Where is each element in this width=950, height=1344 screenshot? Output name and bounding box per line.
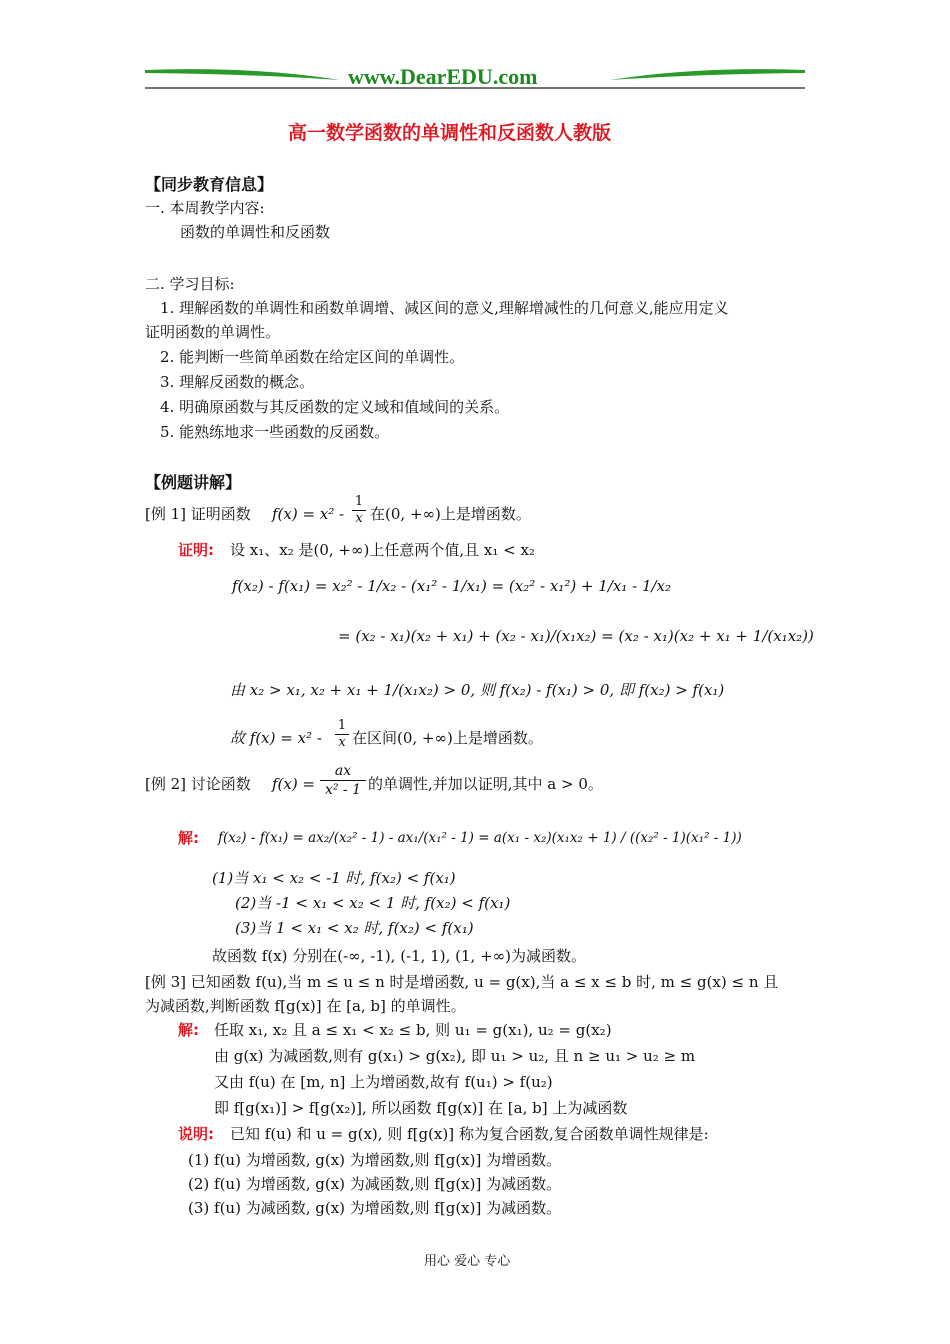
goal-2: 2. 能判断一些简单函数在给定区间的单调性。: [160, 348, 465, 366]
goal-1: 1. 理解函数的单调性和函数单调增、减区间的意义,理解增减性的几何意义,能应用定义: [160, 299, 729, 317]
ex1-frac-den: x: [352, 510, 366, 527]
ex1-func: f(x) = x² -: [272, 505, 345, 523]
ex3-rule2: (2) f(u) 为增函数, g(x) 为减函数,则 f[g(x)] 为减函数。: [188, 1175, 562, 1193]
section-heading-sync: 【同步教育信息】: [145, 175, 274, 194]
content-item1-label: 一. 本周教学内容:: [145, 199, 265, 217]
ex3-line2: 为减函数,判断函数 f[g(x)] 在 [a, b] 的单调性。: [145, 997, 466, 1015]
ex1-line1: f(x₂) - f(x₁) = x₂² - 1/x₂ - (x₁² - 1/x₁) = (x₂² - x₁²) + 1/x₁ - 1/x₂: [232, 577, 672, 595]
ex3-solution-label: 解:: [178, 1021, 199, 1039]
ex3-step1: 任取 x₁, x₂ 且 a ≤ x₁ < x₂ ≤ b, 则 u₁ = g(x₁), u₂ = g(x₂): [214, 1021, 612, 1039]
ex3-line1: [例 3] 已知函数 f(u),当 m ≤ u ≤ n 时是增函数, u = g(x),当 a ≤ x ≤ b 时, m ≤ g(x) ≤ n 且: [145, 973, 779, 991]
page-footer: 用心 爱心 专心: [424, 1254, 511, 1269]
ex1-frac-num: 1: [354, 494, 364, 509]
ex1-line4-b: 在区间(0, +∞)上是增函数。: [352, 729, 543, 747]
ex1-proof-label: 证明:: [178, 541, 214, 559]
content-item2-label: 二. 学习目标:: [145, 275, 235, 293]
ex2-solution-line: f(x₂) - f(x₁) = ax₂/(x₂² - 1) - ax₁/(x₁² - 1) = a(x₁ - x₂)(x₁x₂ + 1) / ((x₂² - 1)(x₁² - 1)): [218, 830, 742, 846]
goal-5: 5. 能熟练地求一些函数的反函数。: [160, 423, 390, 441]
ex3-note-label: 说明:: [178, 1125, 214, 1143]
ex3-rule3: (3) f(u) 为减函数, g(x) 为增函数,则 f[g(x)] 为减函数。: [188, 1199, 562, 1217]
ex2-func: f(x) =: [272, 775, 316, 793]
ex2-case2: (2)当 -1 < x₁ < x₂ < 1 时, f(x₂) < f(x₁): [235, 894, 511, 912]
content-item1-text: 函数的单调性和反函数: [180, 223, 331, 241]
ex2-fraction: [320, 762, 366, 799]
ex2-solution-label: 解:: [178, 829, 199, 847]
ex2-conclusion: 故函数 f(x) 分别在(-∞, -1), (-1, 1), (1, +∞)为减函数。: [212, 947, 586, 965]
ex1-line4-frac-num: 1: [337, 718, 347, 733]
ex1-fraction: [352, 494, 366, 527]
section-heading-examples: 【例题讲解】: [145, 473, 242, 492]
ex1-label: [例 1] 证明函数: [145, 505, 251, 523]
ex2-case1: (1)当 x₁ < x₂ < -1 时, f(x₂) < f(x₁): [212, 869, 456, 887]
ex1-proof-intro: 设 x₁、x₂ 是(0, +∞)上任意两个值,且 x₁ < x₂: [230, 541, 535, 559]
brand-logo-text: www.DearEDU.com: [348, 64, 538, 89]
ex3-step3: 又由 f(u) 在 [m, n] 上为增函数,故有 f(u₁) > f(u₂): [214, 1073, 553, 1091]
goal-1-cont: 证明函数的单调性。: [145, 323, 281, 341]
ex3-note: 已知 f(u) 和 u = g(x), 则 f[g(x)] 称为复合函数,复合函数单调性规律是:: [230, 1125, 709, 1143]
goal-3: 3. 理解反函数的概念。: [160, 373, 315, 391]
goal-4: 4. 明确原函数与其反函数的定义域和值域间的关系。: [160, 398, 510, 416]
page-title: 高一数学函数的单调性和反函数人教版: [288, 122, 612, 144]
ex1-line4-frac-den: x: [335, 734, 349, 751]
header-decoration: [0, 0, 950, 110]
ex1-line4-fraction: [335, 718, 349, 751]
ex2-label: [例 2] 讨论函数: [145, 775, 251, 793]
ex2-case3: (3)当 1 < x₁ < x₂ 时, f(x₂) < f(x₁): [235, 919, 474, 937]
ex3-step2: 由 g(x) 为减函数,则有 g(x₁) > g(x₂), 即 u₁ > u₂, 且 n ≥ u₁ > u₂ ≥ m: [214, 1047, 696, 1065]
ex2-tail: 的单调性,并加以证明,其中 a > 0。: [368, 775, 603, 793]
ex3-step4: 即 f[g(x₁)] > f[g(x₂)], 所以函数 f[g(x)] 在 [a, b] 上为减函数: [214, 1099, 628, 1117]
ex2-frac-num: ax: [334, 763, 352, 779]
ex3-rule1: (1) f(u) 为增函数, g(x) 为增函数,则 f[g(x)] 为增函数。: [188, 1151, 562, 1169]
ex1-line3: 由 x₂ > x₁, x₂ + x₁ + 1/(x₁x₂) > 0, 则 f(x₂) - f(x₁) > 0, 即 f(x₂) > f(x₁): [230, 681, 725, 699]
ex1-line4-a: 故 f(x) = x² -: [230, 729, 322, 747]
ex2-frac-den: x² - 1: [320, 780, 366, 799]
ex1-tail: 在(0, +∞)上是增函数。: [370, 505, 531, 523]
ex1-line2: = (x₂ - x₁)(x₂ + x₁) + (x₂ - x₁)/(x₁x₂) = (x₂ - x₁)(x₂ + x₁ + 1/(x₁x₂)): [338, 627, 814, 645]
